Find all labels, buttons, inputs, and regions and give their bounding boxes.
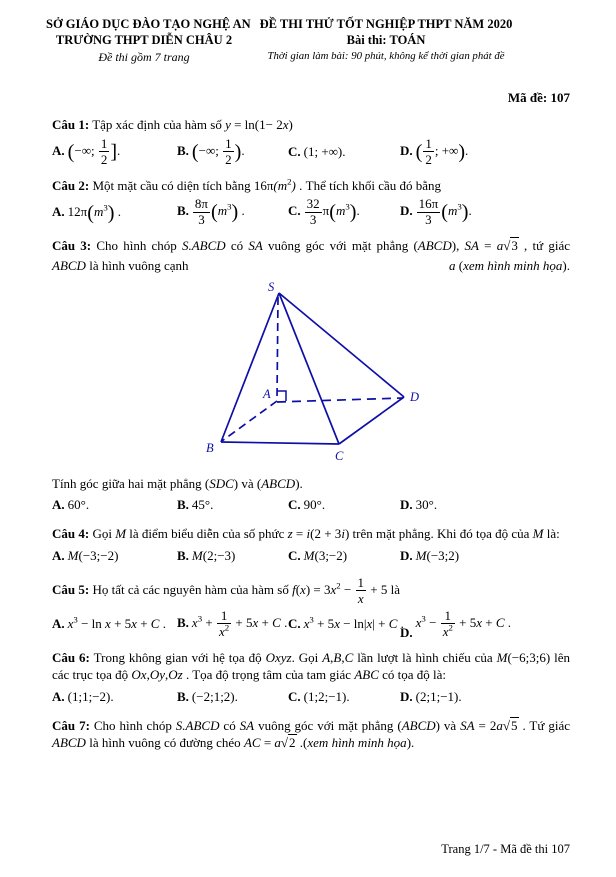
exam-title: ĐỀ THI THỬ TỐT NGHIỆP THPT NĂM 2020	[259, 17, 513, 31]
page-count-note: Đề thi gồm 7 trang	[98, 49, 190, 64]
q6-option-A: A. (1;1;−2).	[52, 689, 114, 705]
q1-option-A: A. (−∞; $\frac{1}{2}$ ].	[52, 135, 121, 167]
question-text: Một mặt cầu có diện tích bằng $16\pi(m^2)$ . Thể tích khối cầu đó bằng	[92, 176, 442, 193]
question-number: Câu 6:	[52, 649, 90, 665]
pyramid-figure	[178, 279, 570, 471]
question-text: Trong không gian với hệ tọa độ Oxyz. Gọi A,B,C lần lượt là hình chiếu của M(−6;3;6) lên các trục tọa độ Ox,Oy,Oz . Tọa độ trọng tâm của tam giác ABC có tọa độ là:	[52, 649, 571, 683]
stem-line2-right: a (xem hình minh họa).	[449, 258, 570, 273]
answer-options-row	[52, 546, 570, 566]
question-text: Tập xác định của hàm số y = ln(1− 2x)	[92, 117, 293, 133]
edge-SD	[279, 293, 404, 397]
page-footer: Trang 1/7 - Mã đề thi 107	[441, 842, 570, 856]
page-header	[46, 16, 570, 65]
question-stem	[52, 177, 570, 195]
answer-options-row	[52, 609, 570, 639]
pyramid-svg	[178, 279, 430, 471]
question-text: Cho hình chóp S.ABCD có SA vuông góc với mặt phẳng (ABCD), SA = a√3 , tứ giác	[96, 238, 570, 254]
q3-option-D: D. 30°.	[400, 497, 438, 513]
question-number: Câu 4:	[52, 526, 90, 542]
q3-option-B: B. 45°.	[177, 497, 214, 513]
question-2	[52, 177, 570, 228]
q1-option-B: B. (−∞; $\frac{1}{2}$ ).	[177, 135, 245, 167]
q6-option-C: C. (1;2;−1).	[288, 689, 350, 705]
q1-option-D: D. ( $\frac{1}{2}$ ; +∞).	[400, 135, 469, 167]
q5-option-D: $D.x^3$ − $\frac{1}{x^2}$ + 5x + C .	[400, 607, 512, 640]
vertex-label-B: B	[206, 440, 214, 455]
q1-option-C: C. (1; +∞).	[288, 144, 346, 160]
question-7	[52, 717, 570, 752]
question-subprompt: Tính góc giữa hai mặt phẳng (SDC) và (ABCD).	[52, 475, 303, 491]
q6-option-D: D. (2;1;−1).	[400, 689, 462, 705]
question-number: Câu 2:	[52, 177, 90, 193]
q5-option-C: C. $x^3 + 5x - \ln|x| + C$ .	[288, 614, 404, 631]
question-stem	[52, 576, 570, 606]
answer-options-row	[52, 137, 570, 167]
question-number: Câu 1:	[52, 117, 90, 133]
question-stem	[52, 237, 570, 255]
question-number: Câu 3:	[52, 238, 92, 254]
answer-options-row	[52, 687, 570, 707]
vertex-label-S: S	[268, 279, 275, 294]
question-stem	[52, 116, 570, 134]
exam-subject: Bài thi: TOÁN	[346, 33, 426, 48]
q4-option-D: D. M(−3;2)	[400, 547, 460, 563]
q2-option-A: A. $12\pi(m^3)$ .	[52, 201, 121, 224]
stem-line2-left: ABCD là hình vuông cạnh	[52, 258, 189, 273]
vertex-label-D: D	[410, 389, 420, 404]
edge-AD-dashed	[277, 398, 403, 402]
vertex-label-A: A	[263, 386, 271, 401]
q5-option-A: A. $x^3 - \ln x + 5x + C$ .	[52, 614, 166, 631]
q3-option-A: A. 60°.	[52, 497, 90, 513]
q4-option-C: C. M(3;−2)	[288, 547, 348, 563]
question-4	[52, 525, 570, 566]
right-angle-mark	[277, 391, 286, 401]
department-name: SỞ GIÁO DỤC ĐÀO TẠO NGHỆ AN	[46, 17, 251, 31]
question-6	[52, 649, 570, 707]
question-number: Câu 7:	[52, 717, 90, 733]
exam-duration: Thời gian làm bài: 90 phút, không kể thời gian phát đề	[267, 49, 505, 62]
figure-slot	[178, 279, 570, 471]
vertex-label-C: C	[335, 448, 344, 463]
q2-option-D: D. $\frac{16\pi}{3}$ $(m^3)$.	[400, 196, 472, 228]
edge-SA-dashed	[277, 297, 278, 399]
q2-option-B: B. $\frac{8\pi}{3}$ $(m^3)$ .	[177, 196, 245, 228]
question-stem	[52, 525, 570, 543]
question-text: Họ tất cả các nguyên hàm của hàm số $f(x) = 3x^2$ − $\frac{1}{x}$ + 5 là	[92, 574, 401, 606]
edge-SC	[279, 293, 339, 444]
exam-code: Mã đề: 107	[507, 89, 570, 105]
question-stem	[52, 717, 570, 752]
school-name: TRƯỜNG THPT DIỄN CHÂU 2	[55, 33, 233, 48]
answer-options-row	[52, 495, 570, 515]
question-text: Cho hình chóp S.ABCD có SA vuông góc với mặt phẳng (ABCD) và SA = 2a√5 . Tứ giác ABCD là hình vuông có đường chéo AC = a√2 .(xem hình minh họa).	[52, 717, 571, 751]
question-3	[52, 237, 570, 515]
header-school-block	[46, 16, 251, 65]
q2-option-C: C. $\frac{32}{3}$ $\pi(m^3)$.	[288, 196, 360, 228]
questions-list	[52, 116, 570, 752]
edge-CD	[339, 397, 404, 444]
q6-option-B: B. (−2;1;2).	[177, 689, 238, 705]
question-5	[52, 576, 570, 639]
q3-option-C: C. 90°.	[288, 497, 326, 513]
question-number: Câu 5:	[52, 581, 90, 597]
answer-options-row	[52, 197, 570, 227]
q4-option-B: B. M(2;−3)	[177, 547, 236, 563]
edge-BC	[221, 442, 339, 444]
q4-option-A: A. M(−3;−2)	[52, 547, 119, 563]
question-text: Gọi M là điểm biểu diễn của số phức z = i(2 + 3i) trên mặt phẳng. Khi đó tọa độ của M là:	[92, 526, 560, 542]
question-stem-line2	[52, 257, 570, 275]
header-exam-block	[258, 16, 514, 64]
question-1	[52, 116, 570, 167]
q5-option-B: B. $x^3$ + $\frac{1}{x^2}$ + 5x + C .	[177, 607, 288, 639]
question-stem	[52, 649, 570, 684]
edge-AB-dashed	[222, 401, 277, 441]
